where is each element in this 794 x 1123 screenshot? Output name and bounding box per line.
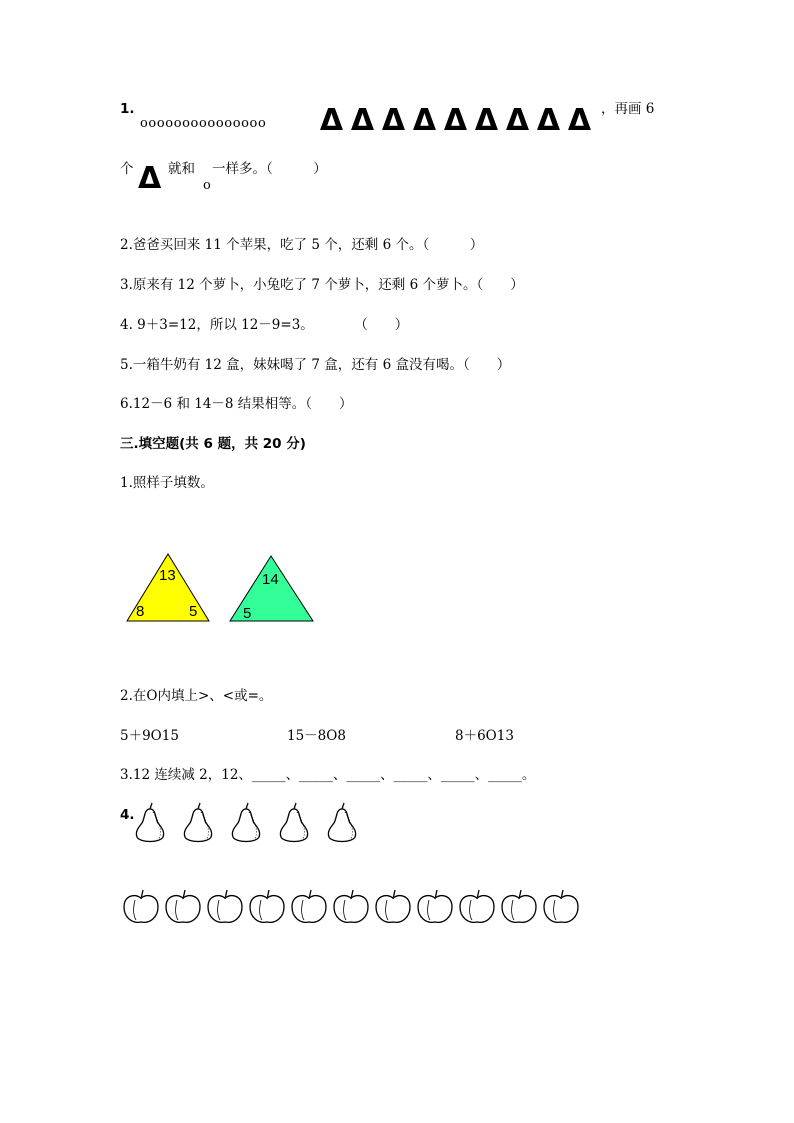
q1-dots: ooooooooooooooo — [140, 116, 267, 131]
pear-icon — [228, 802, 264, 844]
apple-icon — [206, 888, 244, 926]
q1-number: 1. — [120, 101, 135, 117]
apple-icon — [332, 888, 370, 926]
triangle-icon: Δ — [138, 161, 162, 196]
triangle-icon: Δ — [412, 103, 437, 138]
triangle2-top-number: 14 — [262, 571, 279, 588]
apple-icon — [458, 888, 496, 926]
pear-icon — [180, 802, 216, 844]
fill-q2-text: 2.在O内填上>、<或=。 — [120, 688, 273, 704]
q2-text: 2.爸爸买回来 11 个苹果，吃了 5 个，还剩 6 个。（ ） — [120, 237, 484, 253]
triangle1-top-number: 13 — [159, 567, 176, 584]
triangle-icon: Δ — [567, 103, 592, 138]
triangle-icon: Δ — [474, 103, 499, 138]
triangle-icon: Δ — [381, 103, 406, 138]
compare-item: 5＋9O15 — [120, 728, 179, 744]
q3-text: 3.原来有 12 个萝卜，小兔吃了 7 个萝卜，还剩 6 个萝卜。（ ） — [120, 277, 524, 293]
pear-icon — [132, 802, 168, 844]
triangle-icon: Δ — [536, 103, 561, 138]
section-title: 三.填空题(共 6 题，共 20 分) — [120, 436, 306, 452]
apple-icon — [374, 888, 412, 926]
apple-icon — [500, 888, 538, 926]
q1-line2-prefix: 个 — [120, 161, 134, 177]
pear-icon — [324, 802, 360, 844]
fill-q4-number: 4. — [120, 807, 135, 823]
fill-q3-text: 3.12 连续减 2，12、_____、_____、_____、_____、_____、_____。 — [120, 767, 536, 783]
q1-tail: ，再画 6 — [601, 101, 655, 117]
triangle1-right-number: 5 — [189, 603, 198, 620]
q1-line2-suffix: 一样多。（ ） — [212, 161, 327, 177]
apple-icon — [416, 888, 454, 926]
compare-item: 15－8O8 — [287, 728, 346, 744]
pear-icon — [276, 802, 312, 844]
apple-icon — [248, 888, 286, 926]
q1-line2-middle: 就和 — [168, 161, 195, 177]
triangle2-left-number: 5 — [243, 605, 252, 622]
apple-icon — [290, 888, 328, 926]
apple-icon — [542, 888, 580, 926]
q1-line2-dot: o — [203, 178, 212, 193]
triangle-icon: Δ — [350, 103, 375, 138]
q1-triangle-row — [316, 103, 595, 138]
triangle-icon: Δ — [505, 103, 530, 138]
q4-text: 4. 9＋3=12，所以 12－9=3。 （ ） — [120, 317, 409, 333]
q6-text: 6.12－6 和 14－8 结果相等。（ ） — [120, 396, 353, 412]
fill-q1-text: 1.照样子填数。 — [120, 475, 214, 491]
number-triangles — [120, 550, 320, 630]
apple-icon — [122, 888, 160, 926]
apple-icon — [164, 888, 202, 926]
q5-text: 5.一箱牛奶有 12 盒，妹妹喝了 7 盒，还有 6 盒没有喝。（ ） — [120, 357, 511, 373]
triangle-icon: Δ — [443, 103, 468, 138]
triangle-icon: Δ — [319, 103, 344, 138]
compare-item: 8＋6O13 — [455, 728, 514, 744]
triangle1-left-number: 8 — [136, 603, 145, 620]
